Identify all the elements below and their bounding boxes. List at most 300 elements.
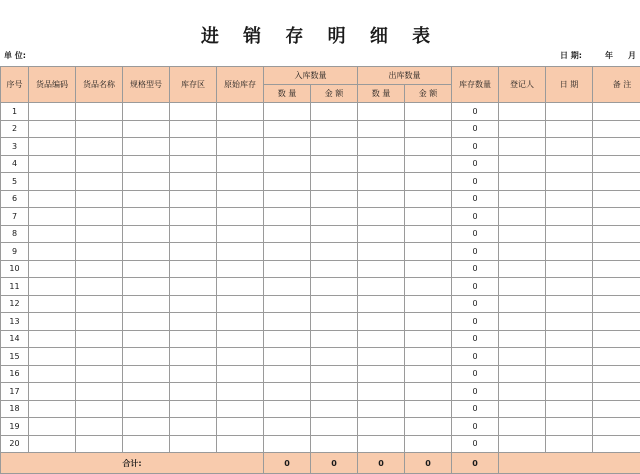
- remark-cell[interactable]: [593, 138, 640, 156]
- table-row: [1, 295, 640, 313]
- remark-cell[interactable]: [593, 260, 640, 278]
- spec-cell[interactable]: [123, 435, 170, 453]
- registrar-cell[interactable]: [499, 278, 546, 296]
- table-row: [1, 208, 640, 226]
- header-registrar: 登记人: [499, 67, 546, 103]
- in-amount-cell[interactable]: [311, 418, 358, 436]
- out-qty-cell[interactable]: [358, 173, 405, 191]
- stock-qty-cell[interactable]: 0: [452, 208, 499, 226]
- area-cell[interactable]: [170, 278, 217, 296]
- remark-cell[interactable]: [593, 330, 640, 348]
- date-cell[interactable]: [546, 348, 593, 366]
- in-qty-cell[interactable]: [264, 155, 311, 173]
- in-amount-cell[interactable]: [311, 383, 358, 401]
- area-cell[interactable]: [170, 295, 217, 313]
- out-qty-cell[interactable]: [358, 313, 405, 331]
- month-label: 月: [628, 51, 636, 60]
- registrar-cell[interactable]: [499, 208, 546, 226]
- total-in-qty[interactable]: 0: [264, 453, 311, 474]
- area-cell[interactable]: [170, 225, 217, 243]
- name-cell[interactable]: [76, 383, 123, 401]
- code-cell[interactable]: [29, 208, 76, 226]
- header-seq: 序号: [1, 67, 29, 103]
- code-cell[interactable]: [29, 400, 76, 418]
- stock-qty-cell[interactable]: 0: [452, 278, 499, 296]
- in-amount-cell[interactable]: [311, 103, 358, 121]
- date-cell[interactable]: [546, 190, 593, 208]
- name-cell[interactable]: [76, 418, 123, 436]
- original-stock-cell[interactable]: [217, 243, 264, 261]
- remark-cell[interactable]: [593, 418, 640, 436]
- area-cell[interactable]: [170, 365, 217, 383]
- registrar-cell[interactable]: [499, 103, 546, 121]
- original-stock-cell[interactable]: [217, 348, 264, 366]
- seq-cell: 6: [1, 190, 29, 208]
- out-qty-cell[interactable]: [358, 260, 405, 278]
- spec-cell[interactable]: [123, 365, 170, 383]
- out-amount-cell[interactable]: [405, 120, 452, 138]
- table-row: [1, 313, 640, 331]
- registrar-cell[interactable]: [499, 348, 546, 366]
- seq-cell: 7: [1, 208, 29, 226]
- date-cell[interactable]: [546, 155, 593, 173]
- area-cell[interactable]: [170, 190, 217, 208]
- original-stock-cell[interactable]: [217, 260, 264, 278]
- code-cell[interactable]: [29, 138, 76, 156]
- code-cell[interactable]: [29, 155, 76, 173]
- stock-qty-cell[interactable]: 0: [452, 313, 499, 331]
- remark-cell[interactable]: [593, 225, 640, 243]
- stock-qty-cell[interactable]: 0: [452, 295, 499, 313]
- date-cell[interactable]: [546, 383, 593, 401]
- area-cell[interactable]: [170, 348, 217, 366]
- spec-cell[interactable]: [123, 173, 170, 191]
- spec-cell[interactable]: [123, 295, 170, 313]
- code-cell[interactable]: [29, 120, 76, 138]
- date-cell[interactable]: [546, 330, 593, 348]
- original-stock-cell[interactable]: [217, 418, 264, 436]
- in-qty-cell[interactable]: [264, 243, 311, 261]
- out-amount-cell[interactable]: [405, 138, 452, 156]
- seq-cell: 1: [1, 103, 29, 121]
- remark-cell[interactable]: [593, 155, 640, 173]
- stock-qty-cell[interactable]: 0: [452, 190, 499, 208]
- header-out-amount: 金 额: [405, 85, 452, 103]
- original-stock-cell[interactable]: [217, 138, 264, 156]
- spec-cell[interactable]: [123, 418, 170, 436]
- name-cell[interactable]: [76, 330, 123, 348]
- totals-blank[interactable]: [499, 453, 640, 474]
- name-cell[interactable]: [76, 120, 123, 138]
- remark-cell[interactable]: [593, 190, 640, 208]
- remark-cell[interactable]: [593, 383, 640, 401]
- name-cell[interactable]: [76, 190, 123, 208]
- registrar-cell[interactable]: [499, 400, 546, 418]
- original-stock-cell[interactable]: [217, 278, 264, 296]
- code-cell[interactable]: [29, 225, 76, 243]
- total-in-amount[interactable]: 0: [311, 453, 358, 474]
- original-stock-cell[interactable]: [217, 225, 264, 243]
- in-amount-cell[interactable]: [311, 400, 358, 418]
- seq-cell: 14: [1, 330, 29, 348]
- spec-cell[interactable]: [123, 383, 170, 401]
- area-cell[interactable]: [170, 208, 217, 226]
- original-stock-cell[interactable]: [217, 365, 264, 383]
- in-amount-cell[interactable]: [311, 155, 358, 173]
- date-cell[interactable]: [546, 173, 593, 191]
- out-qty-cell[interactable]: [358, 155, 405, 173]
- spec-cell[interactable]: [123, 348, 170, 366]
- name-cell[interactable]: [76, 365, 123, 383]
- in-qty-cell[interactable]: [264, 348, 311, 366]
- stock-qty-cell[interactable]: 0: [452, 435, 499, 453]
- stock-qty-cell[interactable]: 0: [452, 418, 499, 436]
- code-cell[interactable]: [29, 190, 76, 208]
- out-amount-cell[interactable]: [405, 225, 452, 243]
- in-qty-cell[interactable]: [264, 330, 311, 348]
- remark-cell[interactable]: [593, 208, 640, 226]
- original-stock-cell[interactable]: [217, 208, 264, 226]
- name-cell[interactable]: [76, 260, 123, 278]
- in-qty-cell[interactable]: [264, 313, 311, 331]
- out-qty-cell[interactable]: [358, 365, 405, 383]
- name-cell[interactable]: [76, 243, 123, 261]
- area-cell[interactable]: [170, 260, 217, 278]
- date-cell[interactable]: [546, 103, 593, 121]
- table-row: [1, 243, 640, 261]
- registrar-cell[interactable]: [499, 190, 546, 208]
- registrar-cell[interactable]: [499, 418, 546, 436]
- name-cell[interactable]: [76, 208, 123, 226]
- code-cell[interactable]: [29, 278, 76, 296]
- date-cell[interactable]: [546, 120, 593, 138]
- code-cell[interactable]: [29, 365, 76, 383]
- code-cell[interactable]: [29, 173, 76, 191]
- in-amount-cell[interactable]: [311, 243, 358, 261]
- original-stock-cell[interactable]: [217, 435, 264, 453]
- name-cell[interactable]: [76, 348, 123, 366]
- in-qty-cell[interactable]: [264, 120, 311, 138]
- out-amount-cell[interactable]: [405, 208, 452, 226]
- out-amount-cell[interactable]: [405, 260, 452, 278]
- registrar-cell[interactable]: [499, 330, 546, 348]
- out-qty-cell[interactable]: [358, 278, 405, 296]
- spec-cell[interactable]: [123, 330, 170, 348]
- in-qty-cell[interactable]: [264, 295, 311, 313]
- registrar-cell[interactable]: [499, 313, 546, 331]
- in-amount-cell[interactable]: [311, 365, 358, 383]
- in-amount-cell[interactable]: [311, 295, 358, 313]
- in-amount-cell[interactable]: [311, 260, 358, 278]
- code-cell[interactable]: [29, 435, 76, 453]
- original-stock-cell[interactable]: [217, 103, 264, 121]
- out-amount-cell[interactable]: [405, 348, 452, 366]
- name-cell[interactable]: [76, 313, 123, 331]
- original-stock-cell[interactable]: [217, 330, 264, 348]
- out-qty-cell[interactable]: [358, 435, 405, 453]
- name-cell[interactable]: [76, 400, 123, 418]
- registrar-cell[interactable]: [499, 138, 546, 156]
- date-cell[interactable]: [546, 295, 593, 313]
- name-cell[interactable]: [76, 155, 123, 173]
- stock-qty-cell[interactable]: 0: [452, 243, 499, 261]
- out-amount-cell[interactable]: [405, 435, 452, 453]
- code-cell[interactable]: [29, 348, 76, 366]
- seq-cell: 20: [1, 435, 29, 453]
- page-title: 进 销 存 明 细 表: [200, 26, 440, 47]
- registrar-cell[interactable]: [499, 173, 546, 191]
- out-amount-cell[interactable]: [405, 243, 452, 261]
- code-cell[interactable]: [29, 260, 76, 278]
- in-qty-cell[interactable]: [264, 365, 311, 383]
- name-cell[interactable]: [76, 225, 123, 243]
- out-qty-cell[interactable]: [358, 190, 405, 208]
- stock-qty-cell[interactable]: 0: [452, 225, 499, 243]
- remark-cell[interactable]: [593, 295, 640, 313]
- out-qty-cell[interactable]: [358, 418, 405, 436]
- remark-cell[interactable]: [593, 278, 640, 296]
- out-amount-cell[interactable]: [405, 313, 452, 331]
- name-cell[interactable]: [76, 278, 123, 296]
- area-cell[interactable]: [170, 103, 217, 121]
- in-qty-cell[interactable]: [264, 418, 311, 436]
- stock-qty-cell[interactable]: 0: [452, 260, 499, 278]
- date-cell[interactable]: [546, 278, 593, 296]
- stock-qty-cell[interactable]: 0: [452, 330, 499, 348]
- area-cell[interactable]: [170, 243, 217, 261]
- name-cell[interactable]: [76, 173, 123, 191]
- stock-qty-cell[interactable]: 0: [452, 365, 499, 383]
- in-qty-cell[interactable]: [264, 225, 311, 243]
- table-row: [1, 260, 640, 278]
- remark-cell[interactable]: [593, 173, 640, 191]
- remark-cell[interactable]: [593, 243, 640, 261]
- date-cell[interactable]: [546, 400, 593, 418]
- remark-cell[interactable]: [593, 313, 640, 331]
- in-amount-cell[interactable]: [311, 313, 358, 331]
- area-cell[interactable]: [170, 138, 217, 156]
- out-qty-cell[interactable]: [358, 120, 405, 138]
- out-qty-cell[interactable]: [358, 208, 405, 226]
- original-stock-cell[interactable]: [217, 313, 264, 331]
- registrar-cell[interactable]: [499, 243, 546, 261]
- remark-cell[interactable]: [593, 435, 640, 453]
- in-amount-cell[interactable]: [311, 348, 358, 366]
- in-amount-cell[interactable]: [311, 190, 358, 208]
- date-cell[interactable]: [546, 138, 593, 156]
- in-qty-cell[interactable]: [264, 260, 311, 278]
- out-qty-cell[interactable]: [358, 225, 405, 243]
- seq-cell: 5: [1, 173, 29, 191]
- stock-qty-cell[interactable]: 0: [452, 138, 499, 156]
- remark-cell[interactable]: [593, 348, 640, 366]
- area-cell[interactable]: [170, 173, 217, 191]
- name-cell[interactable]: [76, 138, 123, 156]
- stock-qty-cell[interactable]: 0: [452, 120, 499, 138]
- original-stock-cell[interactable]: [217, 295, 264, 313]
- total-stock[interactable]: 0: [452, 453, 499, 474]
- out-amount-cell[interactable]: [405, 155, 452, 173]
- name-cell[interactable]: [76, 295, 123, 313]
- spec-cell[interactable]: [123, 120, 170, 138]
- in-qty-cell[interactable]: [264, 138, 311, 156]
- registrar-cell[interactable]: [499, 225, 546, 243]
- date-cell[interactable]: [546, 260, 593, 278]
- area-cell[interactable]: [170, 383, 217, 401]
- in-qty-cell[interactable]: [264, 278, 311, 296]
- original-stock-cell[interactable]: [217, 155, 264, 173]
- area-cell[interactable]: [170, 418, 217, 436]
- out-qty-cell[interactable]: [358, 138, 405, 156]
- table-row: [1, 225, 640, 243]
- date-cell[interactable]: [546, 243, 593, 261]
- original-stock-cell[interactable]: [217, 190, 264, 208]
- table-row: [1, 103, 640, 121]
- stock-qty-cell[interactable]: 0: [452, 383, 499, 401]
- area-cell[interactable]: [170, 313, 217, 331]
- seq-cell: 8: [1, 225, 29, 243]
- in-amount-cell[interactable]: [311, 330, 358, 348]
- table-row: [1, 138, 640, 156]
- out-amount-cell[interactable]: [405, 278, 452, 296]
- out-qty-cell[interactable]: [358, 243, 405, 261]
- header-stock-qty: 库存数量: [452, 67, 499, 103]
- seq-cell: 16: [1, 365, 29, 383]
- in-amount-cell[interactable]: [311, 173, 358, 191]
- date-cell[interactable]: [546, 313, 593, 331]
- in-amount-cell[interactable]: [311, 120, 358, 138]
- original-stock-cell[interactable]: [217, 120, 264, 138]
- stock-qty-cell[interactable]: 0: [452, 155, 499, 173]
- out-amount-cell[interactable]: [405, 400, 452, 418]
- area-cell[interactable]: [170, 155, 217, 173]
- seq-cell: 9: [1, 243, 29, 261]
- in-qty-cell[interactable]: [264, 435, 311, 453]
- code-cell[interactable]: [29, 330, 76, 348]
- out-qty-cell[interactable]: [358, 383, 405, 401]
- table-row: [1, 365, 640, 383]
- out-amount-cell[interactable]: [405, 383, 452, 401]
- stock-qty-cell[interactable]: 0: [452, 348, 499, 366]
- seq-cell: 12: [1, 295, 29, 313]
- code-cell[interactable]: [29, 313, 76, 331]
- original-stock-cell[interactable]: [217, 400, 264, 418]
- remark-cell[interactable]: [593, 120, 640, 138]
- out-qty-cell[interactable]: [358, 295, 405, 313]
- seq-cell: 11: [1, 278, 29, 296]
- spec-cell[interactable]: [123, 260, 170, 278]
- remark-cell[interactable]: [593, 400, 640, 418]
- in-amount-cell[interactable]: [311, 225, 358, 243]
- registrar-cell[interactable]: [499, 383, 546, 401]
- date-cell[interactable]: [546, 208, 593, 226]
- totals-label: 合计:: [1, 453, 264, 474]
- in-amount-cell[interactable]: [311, 435, 358, 453]
- out-amount-cell[interactable]: [405, 330, 452, 348]
- spec-cell[interactable]: [123, 225, 170, 243]
- out-qty-cell[interactable]: [358, 400, 405, 418]
- code-cell[interactable]: [29, 295, 76, 313]
- total-out-qty[interactable]: 0: [358, 453, 405, 474]
- area-cell[interactable]: [170, 120, 217, 138]
- in-qty-cell[interactable]: [264, 173, 311, 191]
- remark-cell[interactable]: [593, 365, 640, 383]
- code-cell[interactable]: [29, 243, 76, 261]
- out-amount-cell[interactable]: [405, 190, 452, 208]
- table-row: [1, 383, 640, 401]
- spec-cell[interactable]: [123, 155, 170, 173]
- header-name: 货品名称: [76, 67, 123, 103]
- remark-cell[interactable]: [593, 103, 640, 121]
- out-amount-cell[interactable]: [405, 173, 452, 191]
- code-cell[interactable]: [29, 418, 76, 436]
- in-amount-cell[interactable]: [311, 208, 358, 226]
- code-cell[interactable]: [29, 103, 76, 121]
- spec-cell[interactable]: [123, 190, 170, 208]
- in-qty-cell[interactable]: [264, 383, 311, 401]
- original-stock-cell[interactable]: [217, 173, 264, 191]
- area-cell[interactable]: [170, 435, 217, 453]
- total-out-amount[interactable]: 0: [405, 453, 452, 474]
- out-amount-cell[interactable]: [405, 418, 452, 436]
- original-stock-cell[interactable]: [217, 383, 264, 401]
- registrar-cell[interactable]: [499, 155, 546, 173]
- header-remark: 备 注: [593, 67, 640, 103]
- registrar-cell[interactable]: [499, 260, 546, 278]
- date-cell[interactable]: [546, 225, 593, 243]
- date-cell[interactable]: [546, 435, 593, 453]
- seq-cell: 17: [1, 383, 29, 401]
- out-amount-cell[interactable]: [405, 103, 452, 121]
- seq-cell: 18: [1, 400, 29, 418]
- registrar-cell[interactable]: [499, 120, 546, 138]
- stock-qty-cell[interactable]: 0: [452, 103, 499, 121]
- out-qty-cell[interactable]: [358, 348, 405, 366]
- table-row: [1, 348, 640, 366]
- spec-cell[interactable]: [123, 313, 170, 331]
- stock-qty-cell[interactable]: 0: [452, 173, 499, 191]
- table-row: [1, 330, 640, 348]
- out-amount-cell[interactable]: [405, 295, 452, 313]
- out-amount-cell[interactable]: [405, 365, 452, 383]
- out-qty-cell[interactable]: [358, 330, 405, 348]
- out-qty-cell[interactable]: [358, 103, 405, 121]
- spec-cell[interactable]: [123, 243, 170, 261]
- stock-qty-cell[interactable]: 0: [452, 400, 499, 418]
- spec-cell[interactable]: [123, 400, 170, 418]
- spec-cell[interactable]: [123, 103, 170, 121]
- area-cell[interactable]: [170, 330, 217, 348]
- area-cell[interactable]: [170, 400, 217, 418]
- spec-cell[interactable]: [123, 208, 170, 226]
- in-amount-cell[interactable]: [311, 138, 358, 156]
- in-qty-cell[interactable]: [264, 190, 311, 208]
- registrar-cell[interactable]: [499, 435, 546, 453]
- spec-cell[interactable]: [123, 138, 170, 156]
- date-cell[interactable]: [546, 418, 593, 436]
- name-cell[interactable]: [76, 103, 123, 121]
- in-qty-cell[interactable]: [264, 400, 311, 418]
- registrar-cell[interactable]: [499, 295, 546, 313]
- spec-cell[interactable]: [123, 278, 170, 296]
- in-qty-cell[interactable]: [264, 103, 311, 121]
- name-cell[interactable]: [76, 435, 123, 453]
- registrar-cell[interactable]: [499, 365, 546, 383]
- in-amount-cell[interactable]: [311, 278, 358, 296]
- code-cell[interactable]: [29, 383, 76, 401]
- date-cell[interactable]: [546, 365, 593, 383]
- in-qty-cell[interactable]: [264, 208, 311, 226]
